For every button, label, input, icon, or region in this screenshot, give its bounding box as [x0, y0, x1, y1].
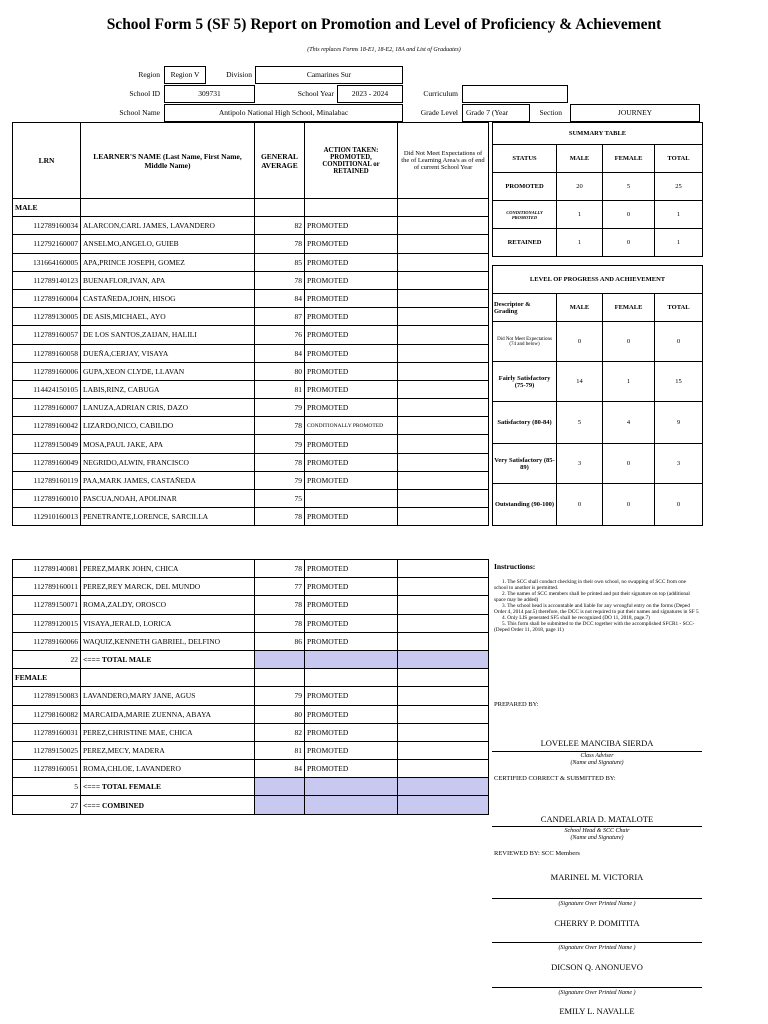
- reviewed-label: REVIEWED BY: SCC Members: [494, 850, 580, 857]
- head-role-sub: (Name and Signature): [570, 835, 624, 841]
- instruction-item: 1. The SCC shall conduct checking in their own school, no swapping of SCC from one school to another is permitted.: [494, 579, 686, 591]
- learner-row: [13, 362, 489, 380]
- learner-lrn: 112789160057: [13, 326, 81, 344]
- learner-row: [13, 705, 489, 723]
- learner-row: [13, 217, 489, 235]
- summary-male: 1: [557, 201, 603, 229]
- total-male-count: 22: [13, 650, 81, 668]
- summary-status: RETAINED: [493, 229, 557, 257]
- adviser-name: LOVELEE MANCIBA SIERDA: [540, 738, 654, 748]
- summary-header-female: FEMALE: [603, 145, 655, 173]
- instruction-item: 2. The names of SCC members shall be printed and put their signature on top (additional space may be added): [494, 591, 690, 603]
- learner-row: [13, 235, 489, 253]
- learner-row: [13, 417, 489, 435]
- progress-female: 1: [603, 362, 655, 402]
- learner-action-taken: PROMOTED: [305, 632, 398, 650]
- learner-did-not-meet: [398, 435, 489, 453]
- learner-name: MARCAIDA,MARIE ZUENNA, ABAYA: [81, 705, 255, 723]
- learner-general-average: 78: [255, 271, 305, 289]
- learner-action-taken: PROMOTED: [305, 614, 398, 632]
- school-year-value[interactable]: 2023 - 2024: [337, 85, 403, 103]
- summary-male: 1: [557, 229, 603, 257]
- learner-action-taken: PROMOTED: [305, 253, 398, 271]
- col-lrn: LRN: [13, 123, 81, 199]
- learner-general-average: 78: [255, 235, 305, 253]
- progress-descriptor: Did Not Meet Expectations (74 and below): [493, 322, 557, 362]
- progress-row: [493, 322, 703, 362]
- learner-general-average: 80: [255, 705, 305, 723]
- learner-lrn: 112789140123: [13, 271, 81, 289]
- total-female-row: [13, 778, 489, 796]
- learner-general-average: 78: [255, 596, 305, 614]
- adviser-role-sub: (Name and Signature): [570, 760, 624, 766]
- learner-row: [13, 687, 489, 705]
- learner-name: PEREZ,MECY, MADERA: [81, 741, 255, 759]
- learner-lrn: 112789160051: [13, 760, 81, 778]
- learner-did-not-meet: [398, 614, 489, 632]
- learner-action-taken: PROMOTED: [305, 687, 398, 705]
- curriculum-label: Curriculum: [423, 89, 458, 98]
- learner-action-taken: PROMOTED: [305, 596, 398, 614]
- col-action-taken: ACTION TAKEN: PROMOTED, CONDITIONAL or RETAINED: [305, 123, 398, 199]
- learner-row: [13, 289, 489, 307]
- scc-member-name: CHERRY P. DOMITITA: [554, 918, 640, 928]
- learner-name: DE LOS SANTOS,ZAIJAN, HALILI: [81, 326, 255, 344]
- learner-did-not-meet: [398, 578, 489, 596]
- learner-row: [13, 326, 489, 344]
- page-title: School Form 5 (SF 5) Report on Promotion and Level of Proficiency & Achievement: [106, 16, 662, 33]
- progress-descriptor: Outstanding (90-100): [493, 484, 557, 526]
- progress-row: [493, 484, 703, 526]
- progress-total: 3: [655, 444, 703, 484]
- learner-general-average: 79: [255, 471, 305, 489]
- learner-row: [13, 399, 489, 417]
- progress-descriptor: Fairly Satisfactory (75-79): [493, 362, 557, 402]
- learner-general-average: 82: [255, 217, 305, 235]
- progress-header-descriptor: Descriptor & Grading: [493, 294, 557, 322]
- learner-general-average: 79: [255, 435, 305, 453]
- combined-row: [13, 796, 489, 814]
- learner-general-average: 82: [255, 723, 305, 741]
- progress-total: 0: [655, 484, 703, 526]
- grade-level-value[interactable]: Grade 7 (Year: [462, 104, 530, 122]
- learner-lrn: 114424150105: [13, 380, 81, 398]
- instruction-item: 3. The school head is accountable and liable for any wrongful entry on the forms (Deped Order 4, 2014 par.5) therefore, the DCC is not required to put their names and signatures in SF 5: [494, 603, 699, 615]
- learner-lrn: 112789160049: [13, 453, 81, 471]
- learner-action-taken: PROMOTED: [305, 344, 398, 362]
- learner-lrn: 112910160013: [13, 508, 81, 526]
- progress-total: 15: [655, 362, 703, 402]
- instruction-item: 5. This form shall be submitted to the DCC together with the accomplished SFCR1 - SCC- (Deped Order 11, 2018, page 11): [494, 621, 695, 633]
- summary-female: 0: [603, 229, 655, 257]
- school-name-value[interactable]: Antipolo National High School, Minalabac: [164, 104, 403, 122]
- school-id-label: School ID: [129, 89, 160, 98]
- school-id-value[interactable]: 309731: [164, 85, 255, 103]
- learner-action-taken: PROMOTED: [305, 435, 398, 453]
- learner-row: [13, 344, 489, 362]
- instruction-item: 4. Only LIS generated SF5 shall be recognized (DO 11, 2018, page.7): [502, 615, 650, 621]
- learner-action-taken: PROMOTED: [305, 235, 398, 253]
- progress-header-total: TOTAL: [655, 294, 703, 322]
- summary-header-status: STATUS: [493, 145, 557, 173]
- learner-lrn: 112789160042: [13, 417, 81, 435]
- learner-lrn: 112789160007: [13, 399, 81, 417]
- learner-general-average: 76: [255, 326, 305, 344]
- learner-did-not-meet: [398, 705, 489, 723]
- progress-table: [492, 265, 703, 526]
- progress-male: 0: [557, 484, 603, 526]
- learner-name: PEREZ,CHRISTINE MAE, CHICA: [81, 723, 255, 741]
- learner-lrn: 112792160007: [13, 235, 81, 253]
- learner-action-taken: PROMOTED: [305, 560, 398, 578]
- learner-row: [13, 578, 489, 596]
- learner-action-taken: PROMOTED: [305, 471, 398, 489]
- learner-did-not-meet: [398, 596, 489, 614]
- learner-lrn: 112789150049: [13, 435, 81, 453]
- learner-did-not-meet: [398, 253, 489, 271]
- summary-header-total: TOTAL: [655, 145, 703, 173]
- progress-male: 3: [557, 444, 603, 484]
- summary-title: SUMMARY TABLE: [493, 123, 703, 145]
- learner-did-not-meet: [398, 471, 489, 489]
- learner-row: [13, 508, 489, 526]
- learner-row: [13, 435, 489, 453]
- learner-action-taken: PROMOTED: [305, 380, 398, 398]
- learner-general-average: 79: [255, 399, 305, 417]
- learner-general-average: 87: [255, 308, 305, 326]
- scc-member-name: MARINEL M. VICTORIA: [550, 872, 644, 882]
- learner-action-taken: PROMOTED: [305, 308, 398, 326]
- learner-action-taken: PROMOTED: [305, 508, 398, 526]
- progress-male: 5: [557, 402, 603, 444]
- learner-row: [13, 271, 489, 289]
- learner-name: ANSELMO,ANGELO, GUIEB: [81, 235, 255, 253]
- learner-general-average: 79: [255, 687, 305, 705]
- learner-name: NEGRIDO,ALWIN, FRANCISCO: [81, 453, 255, 471]
- learner-action-taken: PROMOTED: [305, 289, 398, 307]
- learner-name: WAQUIZ,KENNETH GABRIEL, DELFINO: [81, 632, 255, 650]
- learner-did-not-meet: [398, 308, 489, 326]
- learner-general-average: 84: [255, 289, 305, 307]
- learner-did-not-meet: [398, 687, 489, 705]
- summary-header-male: MALE: [557, 145, 603, 173]
- summary-female: 0: [603, 201, 655, 229]
- learner-did-not-meet: [398, 490, 489, 508]
- learner-general-average: 78: [255, 453, 305, 471]
- learner-name: ROMA,CHLOE, LAVANDERO: [81, 760, 255, 778]
- head-signature-line: [492, 826, 702, 827]
- learner-did-not-meet: [398, 760, 489, 778]
- learner-lrn: 112789160058: [13, 344, 81, 362]
- learner-name: PENETRANTE,LORENCE, SARCILLA: [81, 508, 255, 526]
- learner-lrn: 112789160004: [13, 289, 81, 307]
- summary-total: 25: [655, 173, 703, 201]
- learner-name: LABIS,RINZ, CABUGA: [81, 380, 255, 398]
- learner-name: PASCUA,NOAH, APOLINAR: [81, 490, 255, 508]
- learner-general-average: 84: [255, 344, 305, 362]
- learner-did-not-meet: [398, 217, 489, 235]
- region-value[interactable]: Region V: [164, 66, 206, 84]
- progress-header-male: MALE: [557, 294, 603, 322]
- combined-count: 27: [13, 796, 81, 814]
- learner-did-not-meet: [398, 289, 489, 307]
- learner-row: [13, 453, 489, 471]
- grade-level-label: Grade Level: [420, 108, 458, 117]
- progress-row: [493, 444, 703, 484]
- learner-lrn: 112789160011: [13, 578, 81, 596]
- learner-lrn: 112789160006: [13, 362, 81, 380]
- progress-male: 14: [557, 362, 603, 402]
- learner-action-taken: PROMOTED: [305, 578, 398, 596]
- adviser-signature-line: [492, 751, 702, 752]
- summary-status: CONDITIONALLY PROMOTED: [493, 201, 557, 229]
- learner-did-not-meet: [398, 508, 489, 526]
- learner-row: [13, 490, 489, 508]
- learner-name: LAVANDERO,MARY JANE, AGUS: [81, 687, 255, 705]
- learner-did-not-meet: [398, 344, 489, 362]
- learner-row: [13, 614, 489, 632]
- learner-lrn: 112789130005: [13, 308, 81, 326]
- learner-row: [13, 723, 489, 741]
- learner-row: [13, 560, 489, 578]
- learner-row: [13, 471, 489, 489]
- learner-action-taken: PROMOTED: [305, 271, 398, 289]
- division-label: Division: [226, 70, 252, 79]
- learner-did-not-meet: [398, 235, 489, 253]
- learner-lrn: 112789160119: [13, 471, 81, 489]
- learner-lrn: 112789140081: [13, 560, 81, 578]
- instructions-list: [494, 579, 700, 633]
- learner-lrn: 112789160066: [13, 632, 81, 650]
- scc-member-line: [492, 898, 702, 899]
- scc-member-name: EMILY L. NAVALLE: [559, 1006, 635, 1016]
- section-value[interactable]: JOURNEY: [570, 104, 700, 122]
- scc-member-sub: (Signature Over Printed Name ): [558, 901, 636, 907]
- learner-general-average: 78: [255, 417, 305, 435]
- head-name: CANDELARIA D. MATALOTE: [540, 814, 654, 824]
- school-name-label: School Name: [119, 108, 160, 117]
- instructions-title: Instructions:: [494, 562, 536, 571]
- prepared-by-label: PREPARED BY:: [494, 701, 539, 708]
- head-role: School Head & SCC Chair: [564, 828, 630, 834]
- learner-general-average: 85: [255, 253, 305, 271]
- progress-total: 9: [655, 402, 703, 444]
- col-name: LEARNER'S NAME (Last Name, First Name, Middle Name): [81, 123, 255, 199]
- female-section-label: FEMALE: [13, 669, 81, 687]
- learner-general-average: 80: [255, 362, 305, 380]
- learner-lrn: 112789120015: [13, 614, 81, 632]
- progress-row: [493, 402, 703, 444]
- learner-name: LIZARDO,NICO, CABILDO: [81, 417, 255, 435]
- learner-action-taken: PROMOTED: [305, 705, 398, 723]
- learner-lrn: 131664160005: [13, 253, 81, 271]
- learner-did-not-meet: [398, 362, 489, 380]
- col-general-average: GENERAL AVERAGE: [255, 123, 305, 199]
- learner-general-average: 81: [255, 741, 305, 759]
- adviser-role: Class Adviser: [580, 753, 614, 759]
- learner-did-not-meet: [398, 723, 489, 741]
- summary-table: [492, 122, 703, 257]
- learner-did-not-meet: [398, 380, 489, 398]
- learner-did-not-meet: [398, 632, 489, 650]
- learner-general-average: 81: [255, 380, 305, 398]
- learner-name: PAA,MARK JAMES, CASTAÑEDA: [81, 471, 255, 489]
- progress-female: 0: [603, 444, 655, 484]
- progress-female: 4: [603, 402, 655, 444]
- learner-name: CASTAÑEDA,JOHN, HISOG: [81, 289, 255, 307]
- scc-member-line: [492, 942, 702, 943]
- col-did-not-meet: Did Not Meet Expectations of the of Learning Area/s as of end of current School Year: [398, 123, 489, 199]
- learner-row: [13, 253, 489, 271]
- learner-name: VISAYA,JERALD, LORICA: [81, 614, 255, 632]
- learner-action-taken: PROMOTED: [305, 399, 398, 417]
- school-year-label: School Year: [297, 89, 334, 98]
- learner-did-not-meet: [398, 399, 489, 417]
- learner-lrn: 112798160082: [13, 705, 81, 723]
- learners-table-top: [12, 122, 489, 526]
- scc-member-sub: (Signature Over Printed Name ): [558, 945, 636, 951]
- summary-female: 5: [603, 173, 655, 201]
- combined-label: <=== COMBINED: [81, 796, 255, 814]
- progress-descriptor: Very Satisfactory (85-89): [493, 444, 557, 484]
- learner-lrn: 112789160031: [13, 723, 81, 741]
- learner-name: PEREZ,MARK JOHN, CHICA: [81, 560, 255, 578]
- learner-row: [13, 760, 489, 778]
- learner-action-taken: PROMOTED: [305, 362, 398, 380]
- learner-name: GUPA,XEON CLYDE, LLAVAN: [81, 362, 255, 380]
- learner-action-taken: CONDITIONALLY PROMOTED: [305, 417, 398, 435]
- learner-lrn: 112789160010: [13, 490, 81, 508]
- learner-general-average: 77: [255, 578, 305, 596]
- learner-name: LANUZA,ADRIAN CRIS, DAZO: [81, 399, 255, 417]
- curriculum-value[interactable]: [462, 85, 568, 103]
- learner-did-not-meet: [398, 271, 489, 289]
- learner-action-taken: [305, 490, 398, 508]
- learners-table-bottom: [12, 559, 489, 815]
- learner-lrn: 112789150071: [13, 596, 81, 614]
- learner-row: [13, 596, 489, 614]
- learner-did-not-meet: [398, 741, 489, 759]
- learner-name: BUENAFLOR,IVAN, APA: [81, 271, 255, 289]
- learner-action-taken: PROMOTED: [305, 741, 398, 759]
- learner-name: ROMA,ZALDY, OROSCO: [81, 596, 255, 614]
- total-male-row: [13, 650, 489, 668]
- learner-name: MOSA,PAUL JAKE, APA: [81, 435, 255, 453]
- progress-female: 0: [603, 322, 655, 362]
- progress-male: 0: [557, 322, 603, 362]
- progress-female: 0: [603, 484, 655, 526]
- learner-action-taken: PROMOTED: [305, 760, 398, 778]
- scc-member-line: [492, 987, 702, 988]
- learner-name: PEREZ,REY MARCK, DEL MUNDO: [81, 578, 255, 596]
- learner-name: DE ASIS,MICHAEL, AYO: [81, 308, 255, 326]
- learner-row: [13, 308, 489, 326]
- learner-action-taken: PROMOTED: [305, 217, 398, 235]
- total-male-label: <=== TOTAL MALE: [81, 650, 255, 668]
- learner-general-average: 78: [255, 508, 305, 526]
- learner-action-taken: PROMOTED: [305, 453, 398, 471]
- learner-general-average: 78: [255, 560, 305, 578]
- learner-name: DUEÑA,CERJAY, VISAYA: [81, 344, 255, 362]
- total-female-label: <=== TOTAL FEMALE: [81, 778, 255, 796]
- total-female-count: 5: [13, 778, 81, 796]
- scc-member-name: DICSON Q. ANONUEVO: [551, 962, 643, 972]
- learner-general-average: 84: [255, 760, 305, 778]
- progress-title: LEVEL OF PROGRESS AND ACHIEVEMENT: [493, 266, 703, 294]
- progress-row: [493, 362, 703, 402]
- region-label: Region: [138, 70, 160, 79]
- progress-header-female: FEMALE: [603, 294, 655, 322]
- learner-name: APA,PRINCE JOSEPH, GOMEZ: [81, 253, 255, 271]
- summary-male: 20: [557, 173, 603, 201]
- learner-name: ALARCON,CARL JAMES, LAVANDERO: [81, 217, 255, 235]
- learner-lrn: 112789160034: [13, 217, 81, 235]
- scc-member-sub: (Signature Over Printed Name ): [558, 990, 636, 996]
- learner-action-taken: PROMOTED: [305, 326, 398, 344]
- learner-general-average: 86: [255, 632, 305, 650]
- learner-row: [13, 632, 489, 650]
- summary-total: 1: [655, 201, 703, 229]
- learner-row: [13, 741, 489, 759]
- certified-label: CERTIFIED CORRECT & SUBMITTED BY:: [494, 775, 616, 782]
- summary-status: PROMOTED: [493, 173, 557, 201]
- section-label: Section: [539, 108, 562, 117]
- male-section-label: MALE: [13, 199, 81, 217]
- progress-descriptor: Satisfactory (80-84): [493, 402, 557, 444]
- learner-row: [13, 380, 489, 398]
- learner-did-not-meet: [398, 326, 489, 344]
- learner-general-average: 78: [255, 614, 305, 632]
- learner-did-not-meet: [398, 560, 489, 578]
- learner-did-not-meet: [398, 453, 489, 471]
- learner-general-average: 75: [255, 490, 305, 508]
- learner-lrn: 112789150083: [13, 687, 81, 705]
- learner-action-taken: PROMOTED: [305, 723, 398, 741]
- learner-lrn: 112789150025: [13, 741, 81, 759]
- learner-did-not-meet: [398, 417, 489, 435]
- summary-total: 1: [655, 229, 703, 257]
- division-value[interactable]: Camarines Sur: [255, 66, 403, 84]
- page-subtitle: (This replaces Forms 18-E1, 18-E2, 18A and List of Graduates): [307, 47, 461, 53]
- progress-total: 0: [655, 322, 703, 362]
